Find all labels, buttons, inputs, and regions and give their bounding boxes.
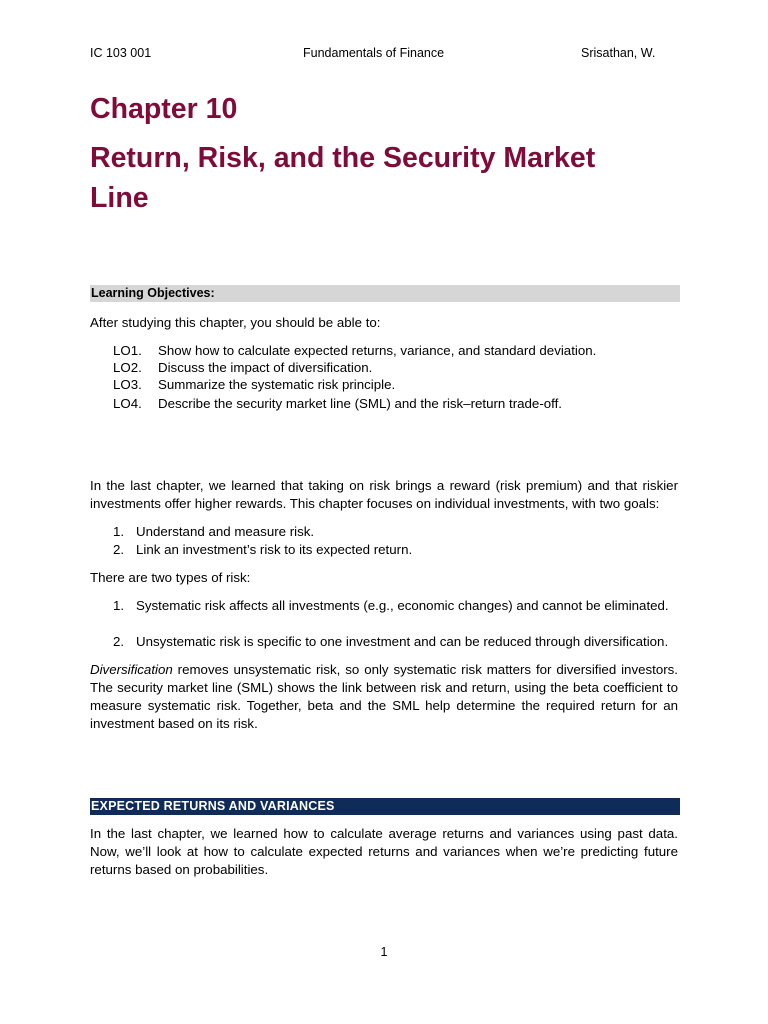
diversification-term: Diversification [90,662,173,677]
objective-text: Show how to calculate expected returns, variance, and standard deviation. [158,343,597,358]
header-author: Srisathan, W. [581,46,656,60]
section-heading: EXPECTED RETURNS AND VARIANCES [90,798,680,815]
goal-number: 1. [113,524,125,539]
objective-code: LO1. [113,343,142,358]
header-course-code: IC 103 001 [90,46,152,60]
objective-text: Discuss the impact of diversification. [158,360,373,375]
objective-text: Describe the security market line (SML) and the risk–return trade-off. [158,396,562,411]
objective-code: LO4. [113,396,142,411]
diversification-text: removes unsystematic risk, so only systematic risk matters for diversified investors. The security market line (SML) shows the link between risk and return, using the beta coefficient to measure systematic risk. Together, beta and the SML help determine the required return for an investment based on its risk. [90,662,678,731]
risk-types-intro: There are two types of risk: [90,570,251,585]
chapter-label: Chapter 10 [90,93,238,125]
goal-text: Link an investment’s risk to its expected return. [136,542,413,557]
header-course-title: Fundamentals of Finance [303,46,445,60]
goal-text: Understand and measure risk. [136,524,315,539]
risk-type-text: Systematic risk affects all investments (e.g., economic changes) and cannot be eliminated. [136,598,669,613]
chapter-title-line1: Return, Risk, and the Security Market [90,142,596,174]
risk-type-number: 2. [113,634,125,649]
learning-objectives-heading: Learning Objectives: [90,285,680,302]
risk-type-text: Unsystematic risk is specific to one investment and can be reduced through diversification. [136,634,669,649]
intro-paragraph: In the last chapter, we learned that taking on risk brings a reward (risk premium) and that riskier investments offer higher rewards. This chapter focuses on individual investments, with two goals: [90,478,678,511]
objective-code: LO2. [113,360,142,375]
diversification-paragraph [90,661,678,733]
section-paragraph: In the last chapter, we learned how to calculate average returns and variances using past data. Now, we’ll look at how to calculate expected returns and variances when we’re predicting future returns based on probabilities. [90,826,678,877]
objectives-intro: After studying this chapter, you should be able to: [90,315,381,330]
risk-type-number: 1. [113,598,125,613]
page-number: 1 [380,945,388,959]
goal-number: 2. [113,542,125,557]
chapter-title-line2: Line [90,182,149,214]
objective-text: Summarize the systematic risk principle. [158,377,396,392]
objective-code: LO3. [113,377,142,392]
